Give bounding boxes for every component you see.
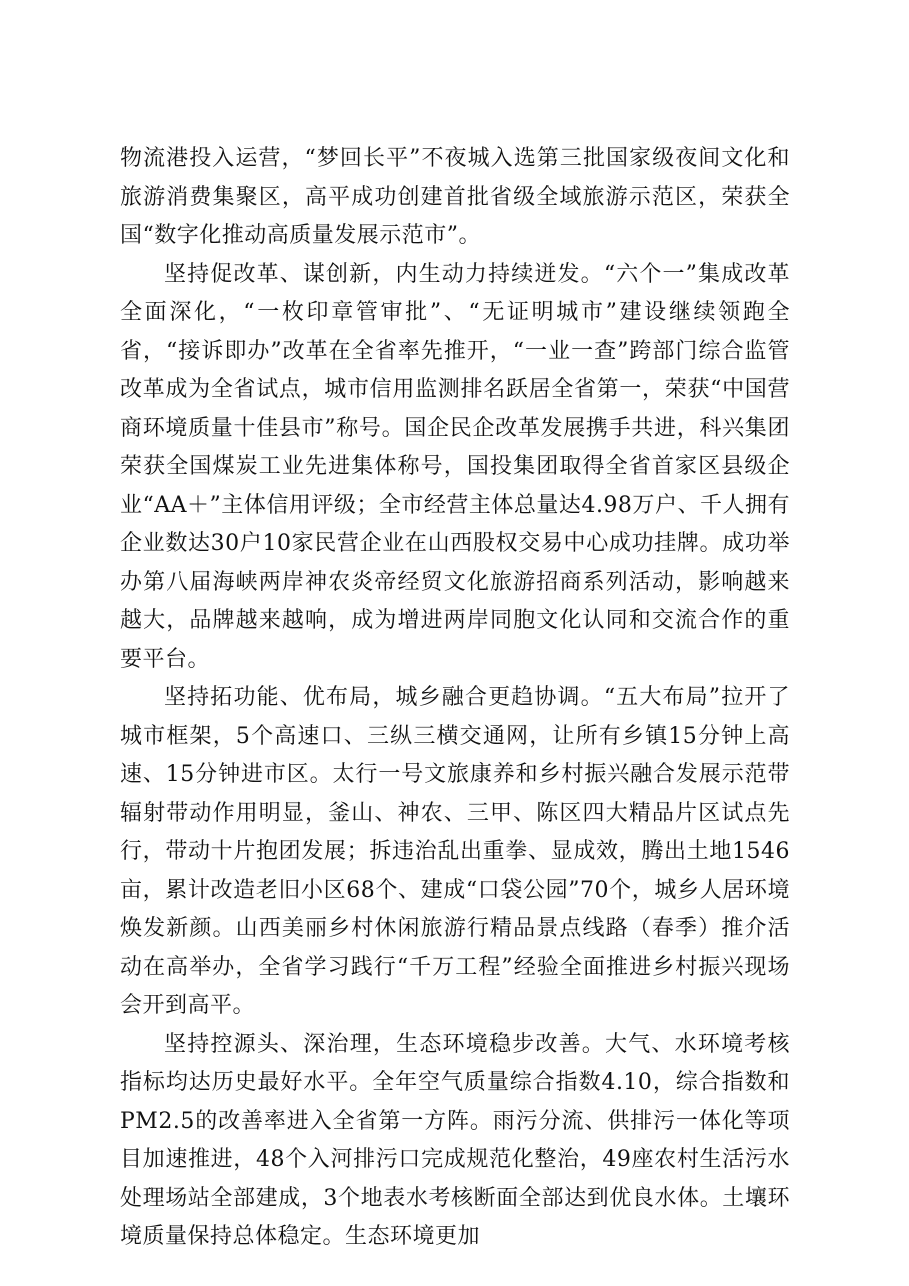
paragraph-ecological-environment: 坚持控源头、深治理，生态环境稳步改善。大气、水环境考核指标均达历史最好水平。全年空气质量综合指数4.10，综合指数和PM2.5的改善率进入全省第一方阵。雨污分流、供排污一体化等项目加速推进，48个入河排污口完成规范化整治，49座农村生活污水处理场站全部建成，3个地表水考核断面全部达到优良水体。土壤环境质量保持总体稳定。生态环境更加 bbox=[120, 1031, 790, 1249]
document-page bbox=[120, 140, 790, 1257]
paragraph-continuation: 物流港投入运营，“梦回长平”不夜城入选第三批国家级夜间文化和旅游消费集聚区，高平成功创建首批省级全域旅游示范区，荣获全国“数字化推动高质量发展示范市”。 bbox=[120, 146, 790, 248]
paragraph-reform-innovation: 坚持促改革、谋创新，内生动力持续迸发。“六个一”集成改革全面深化，“一枚印章管审批”、“无证明城市”建设继续领跑全省，“接诉即办”改革在全省率先推开，“一业一查”跨部门综合监管改革成为全省试点，城市信用监测排名跃居全省第一，荣获“中国营商环境质量十佳县市”称号。国企民企改革发展携手共进，科兴集团荣获全国煤炭工业先进集体称号，国投集团取得全省首家区县级企业“AA＋”主体信用评级；全市经营主体总量达4.98万户、千人拥有企业数达30户10家民营企业在山西股权交易中心成功挂牌。成功举办第八届海峡两岸神农炎帝经贸文化旅游招商系列活动，影响越来越大，品牌越来越响，成为增进两岸同胞文化认同和交流合作的重要平台。 bbox=[120, 261, 790, 672]
paragraph-urban-rural-integration: 坚持拓功能、优布局，城乡融合更趋协调。“五大布局”拉开了城市框架，5个高速口、三纵三横交通网，让所有乡镇15分钟上高速、15分钟进市区。太行一号文旅康养和乡村振兴融合发展示范带辐射带动作用明显，釜山、神农、三甲、陈区四大精品片区试点先行，带动十片抱团发展；拆违治乱出重拳、显成效，腾出土地1546亩，累计改造老旧小区68个、建成“口袋公园”70个，城乡人居环境焕发新颜。山西美丽乡村休闲旅游行精品景点线路（春季）推介活动在高举办，全省学习践行“千万工程”经验全面推进乡村振兴现场会开到高平。 bbox=[120, 685, 790, 1018]
